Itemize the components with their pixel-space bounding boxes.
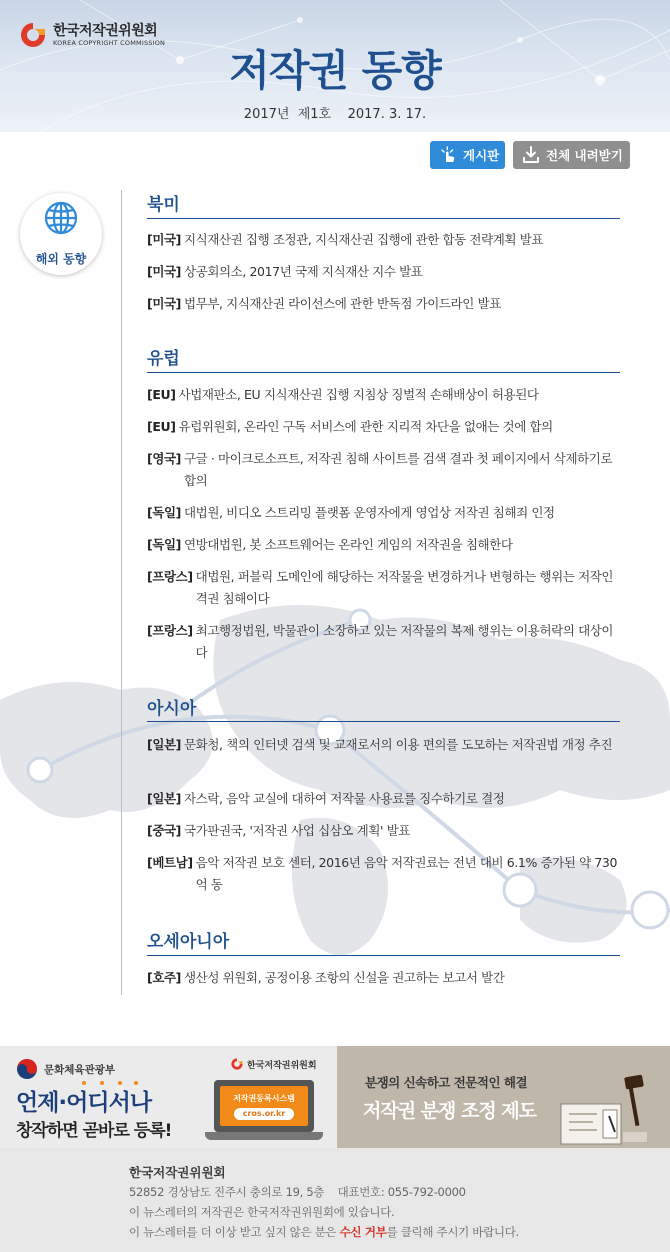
footer-unsubscribe [129, 1224, 519, 1240]
section-title-north-america: 북미 [147, 195, 180, 215]
section-divider [147, 955, 620, 956]
country-tag: [EU] [147, 419, 176, 434]
globe-icon [44, 201, 78, 235]
issue-info: 2017년 제1호 2017. 3. 17. [243, 107, 427, 122]
country-tag: [호주] [147, 970, 181, 985]
news-headline: 지식재산권 집행 조정관, 지식재산권 집행에 관한 합동 전략계획 발표 [183, 232, 544, 247]
news-headline: 자스락, 음악 교실에 대하여 저작물 사용료를 징수하기로 결정 [183, 791, 505, 806]
country-tag: [미국] [147, 296, 181, 311]
news-item[interactable] [147, 820, 617, 842]
pointer-hand-icon [438, 146, 458, 164]
laptop-screen-url: cros.or.kr [234, 1108, 294, 1120]
news-item[interactable] [147, 967, 617, 989]
footer-copyright: 이 뉴스레터의 저작권은 한국저작권위원회에 있습니다. [129, 1205, 395, 1219]
banner-title: 저작권 분쟁 조정 제도 [363, 1100, 537, 1122]
unsubscribe-text-after: 를 클릭해 주시기 바랍니다. [386, 1225, 519, 1239]
news-item[interactable] [147, 566, 617, 610]
news-headline: 국가판권국, '저작권 사업 십삼오 계획' 발표 [183, 823, 410, 838]
news-item[interactable] [147, 229, 617, 251]
country-tag: [일본] [147, 791, 181, 806]
country-tag: [미국] [147, 264, 181, 279]
org-name-korean: 한국저작권위원회 [53, 22, 158, 39]
country-tag: [EU] [147, 387, 176, 402]
banner-tagline: 분쟁의 신속하고 전문적인 해결 [365, 1075, 528, 1090]
country-tag: [독일] [147, 505, 181, 520]
taegeuk-icon [16, 1058, 38, 1080]
news-item[interactable] [147, 293, 617, 315]
ministry-logo [16, 1058, 115, 1080]
news-item[interactable] [147, 384, 617, 406]
copyright-registration-banner[interactable] [0, 1046, 337, 1148]
section-divider [147, 721, 620, 722]
laptop-illustration [205, 1080, 323, 1142]
overseas-trends-badge [20, 193, 102, 275]
kcc-small-name: 한국저작권위원회 [247, 1060, 317, 1071]
ministry-name: 문화체육관광부 [44, 1063, 116, 1076]
news-headline: 구글 · 마이크로소프트, 저작권 침해 사이트를 검색 결과 첫 페이지에서 삭제하기로 합의 [183, 451, 613, 488]
country-tag: [미국] [147, 232, 181, 247]
gavel-document-icon [553, 1066, 653, 1146]
board-button[interactable] [430, 141, 505, 169]
country-tag: [프랑스] [147, 623, 193, 638]
news-item[interactable] [147, 852, 617, 896]
country-tag: [일본] [147, 737, 181, 752]
news-headline: 문화청, 책의 인터넷 검색 및 교재로서의 이용 편의를 도모하는 저작권법 개정 추진 [183, 737, 613, 752]
badge-label: 해외 동향 [35, 252, 87, 266]
banner-slogan-sub: 창작하면 곧바로 등록! [16, 1121, 172, 1141]
news-item[interactable] [147, 416, 617, 438]
section-title-oceania: 오세아니아 [147, 932, 230, 952]
download-all-button[interactable] [513, 141, 630, 169]
unsubscribe-text-before: 이 뉴스레터를 더 이상 받고 싶지 않은 분은 [129, 1225, 340, 1239]
news-item[interactable] [147, 502, 617, 524]
country-tag: [독일] [147, 537, 181, 552]
section-title-europe: 유럽 [147, 349, 180, 369]
news-item[interactable] [147, 788, 617, 810]
board-button-label: 게시판 [463, 148, 500, 163]
news-item[interactable] [147, 448, 617, 492]
news-headline: 대법원, 퍼블릭 도메인에 해당하는 저작물을 변경하거나 변형하는 행위는 저작인격권 침해이다 [195, 569, 614, 606]
news-item[interactable] [147, 534, 617, 556]
vertical-divider [121, 190, 122, 995]
news-headline: 유럽위원회, 온라인 구독 서비스에 관한 지리적 차단을 없애는 것에 합의 [178, 419, 553, 434]
news-headline: 법무부, 지식재산권 라이선스에 관한 반독점 가이드라인 발표 [183, 296, 501, 311]
news-item[interactable] [147, 620, 617, 664]
news-headline: 연방대법원, 봇 소프트웨어는 온라인 게임의 저작권을 침해한다 [183, 537, 513, 552]
section-title-asia: 아시아 [147, 699, 197, 719]
news-headline: 사법재판소, EU 지식재산권 집행 지침상 징벌적 손해배상이 허용된다 [178, 387, 539, 402]
dispute-mediation-banner[interactable] [337, 1046, 670, 1148]
news-item[interactable] [147, 261, 617, 283]
page-title: 저작권 동향 [229, 46, 441, 95]
newsletter-footer [0, 1148, 670, 1252]
news-headline: 음악 저작권 보호 센터, 2016년 음악 저작권료는 전년 대비 6.1% 증가된 약 730억 동 [195, 855, 618, 892]
country-tag: [영국] [147, 451, 181, 466]
section-divider [147, 218, 620, 219]
laptop-screen-title: 저작권등록시스템 [233, 1094, 295, 1103]
download-icon [521, 146, 541, 164]
country-tag: [베트남] [147, 855, 193, 870]
news-item[interactable] [147, 734, 617, 756]
country-tag: [중국] [147, 823, 181, 838]
news-headline: 생산성 위원회, 공정이용 조항의 신설을 권고하는 보고서 발간 [183, 970, 505, 985]
news-headline: 최고행정법원, 박물관이 소장하고 있는 저작물의 복제 행위는 이용허락의 대상이다 [195, 623, 614, 660]
kcc-small-logo [230, 1057, 317, 1071]
kcc-logo-icon [230, 1057, 244, 1071]
newsletter-header [0, 0, 670, 132]
unsubscribe-link[interactable]: 수신 거부 [339, 1225, 387, 1239]
banner-slogan-main: 언제·어디서나 [16, 1090, 152, 1116]
footer-address: 52852 경상남도 진주시 충의로 19, 5층 대표번호: 055-792-0000 [129, 1185, 466, 1199]
country-tag: [프랑스] [147, 569, 193, 584]
download-button-label: 전체 내려받기 [546, 148, 623, 163]
org-name-english: KOREA COPYRIGHT COMMISSION [53, 38, 166, 47]
news-headline: 대법원, 비디오 스트리밍 플랫폼 운영자에게 영업상 저작권 침해죄 인정 [183, 505, 555, 520]
news-headline: 상공회의소, 2017년 국제 지식재산 지수 발표 [183, 264, 423, 279]
footer-org-name: 한국저작권위원회 [129, 1165, 226, 1180]
section-divider [147, 372, 620, 373]
